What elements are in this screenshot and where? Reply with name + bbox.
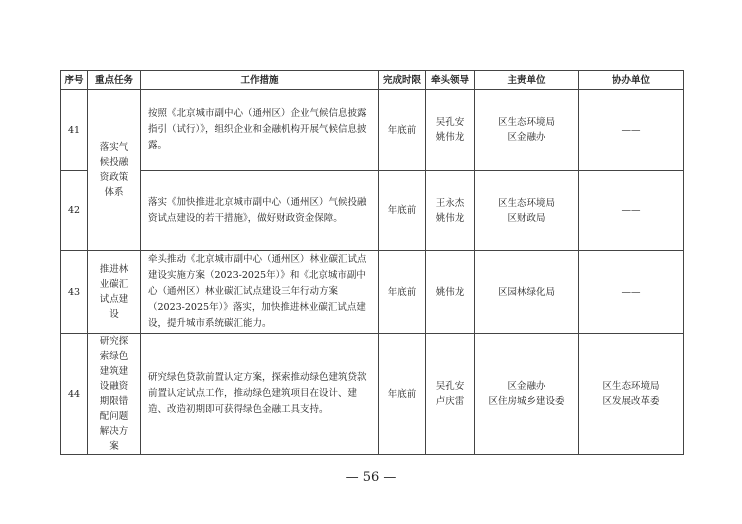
row-deadline: 年底前 (379, 90, 426, 171)
row-lead-units (475, 171, 579, 251)
leader: 吴孔安 (435, 117, 465, 128)
table-row (61, 171, 684, 251)
row-no: 44 (61, 334, 88, 455)
leader: 姚伟龙 (435, 286, 465, 298)
row-leaders (426, 171, 475, 251)
row-deadline: 年底前 (379, 334, 426, 455)
row-measure: 落实《加快推进北京城市副中心（通州区）气候投融资试点建设的若干措施》，做好财政资金保障。 (141, 171, 379, 251)
lead-unit: 区金融办 (507, 132, 546, 143)
row-task: 落实气候投融资政策体系 (88, 90, 141, 251)
header-assist-unit: 协办单位 (579, 71, 684, 90)
leader: 吴孔安 (435, 381, 465, 392)
table-header (61, 71, 684, 90)
lead-unit: 区财政局 (507, 212, 546, 224)
header-leader: 牵头领导 (426, 71, 475, 90)
lead-unit: 区园林绿化局 (497, 286, 555, 298)
leader: 姚伟龙 (435, 212, 465, 224)
leader: 姚伟龙 (435, 132, 465, 143)
row-leaders (426, 90, 475, 171)
row-deadline: 年底前 (379, 251, 426, 334)
page-number: — 56 — (345, 470, 397, 485)
row-assist: —— (579, 90, 684, 171)
table-row (61, 251, 684, 334)
lead-unit: 区生态环境局 (497, 197, 555, 209)
row-leaders (426, 251, 475, 334)
row-no: 43 (61, 251, 88, 334)
row-measure: 牵头推动《北京城市副中心（通州区）林业碳汇试点建设实施方案（2023-2025年）》和《北京城市副中心（通州区）林业碳汇试点建设三年行动方案（2023-2025年）》落实，加快推进林业碳汇试点建设，提升城市系统碳汇能力。 (141, 251, 379, 334)
table-row (61, 90, 684, 171)
row-leaders (426, 334, 475, 455)
assist-unit: 区发展改革委 (602, 396, 660, 407)
lead-unit: 区生态环境局 (497, 117, 555, 128)
row-assist: —— (579, 251, 684, 334)
task-table (60, 70, 684, 455)
row-measure: 研究绿色贷款前置认定方案，探索推动绿色建筑贷款前置认定试点工作，推动绿色建筑项目在设计、建造、改造初期即可获得绿色金融工具支持。 (141, 334, 379, 455)
lead-unit: 区住房城乡建设委 (488, 396, 565, 407)
header-deadline: 完成时限 (379, 71, 426, 90)
header-measure: 工作措施 (141, 71, 379, 90)
row-lead-units (475, 251, 579, 334)
row-task: 研究探索绿色建筑建设融资期限错配问题解决方案 (88, 334, 141, 455)
row-lead-units (475, 334, 579, 455)
table-row (61, 334, 684, 455)
row-no: 41 (61, 90, 88, 171)
assist-unit: 区生态环境局 (602, 381, 660, 392)
row-measure: 按照《北京城市副中心（通州区）企业气候信息披露指引（试行）》，组织企业和金融机构开展气候信息披露。 (141, 90, 379, 171)
leader: 卢庆雷 (435, 396, 465, 407)
leader: 王永杰 (435, 197, 465, 209)
row-assist: —— (579, 171, 684, 251)
row-no: 42 (61, 171, 88, 251)
row-lead-units (475, 90, 579, 171)
row-task: 推进林业碳汇试点建设 (88, 251, 141, 334)
row-deadline: 年底前 (379, 171, 426, 251)
lead-unit: 区金融办 (507, 381, 546, 392)
header-lead-unit: 主责单位 (475, 71, 579, 90)
header-no: 序号 (61, 71, 88, 90)
header-task: 重点任务 (88, 71, 141, 90)
row-assist-units (579, 334, 684, 455)
